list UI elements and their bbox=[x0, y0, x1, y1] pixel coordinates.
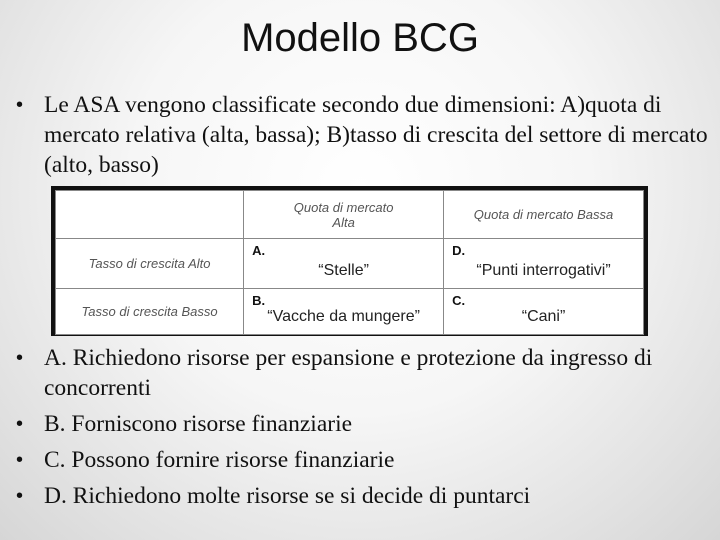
cell-stars bbox=[244, 239, 444, 289]
bullet-dot-icon: • bbox=[16, 94, 24, 116]
bullet-text: A. Richiedono risorse per espansione e protezione da ingresso di concorrenti bbox=[44, 345, 653, 401]
row-high-growth bbox=[56, 239, 644, 289]
bullet-dot-icon: • bbox=[16, 485, 24, 507]
cell-name: “Punti interrogativi” bbox=[476, 262, 611, 279]
bullet-item bbox=[14, 481, 714, 511]
row-low-growth bbox=[56, 289, 644, 335]
corner-cell bbox=[56, 191, 244, 239]
row-header-high-growth bbox=[56, 239, 244, 289]
bullet-list bbox=[14, 343, 714, 517]
cell-name: “Vacche da mungere” bbox=[267, 308, 420, 325]
col-header-text: Quota di mercato Bassa bbox=[473, 207, 614, 222]
slide-title: Modello BCG bbox=[241, 16, 479, 60]
cell-name: “Cani” bbox=[521, 308, 566, 325]
cell-letter: D. bbox=[452, 243, 466, 258]
bullet-text: B. Forniscono risorse finanziarie bbox=[44, 411, 353, 437]
cell-name: “Stelle” bbox=[318, 262, 369, 279]
bullet-text: C. Possono fornire risorse finanziarie bbox=[44, 447, 395, 473]
cell-question-marks bbox=[444, 239, 644, 289]
cell-dogs bbox=[444, 289, 644, 335]
row-header-text: Tasso di crescita Alto bbox=[88, 256, 211, 271]
col-header-low-share bbox=[444, 191, 644, 239]
intro-bullet bbox=[14, 90, 714, 180]
bullet-item bbox=[14, 343, 714, 403]
bullet-item bbox=[14, 445, 714, 475]
bullet-dot-icon: • bbox=[16, 413, 24, 435]
col-header-text: Quota di mercato Alta bbox=[293, 199, 394, 230]
col-header-high-share bbox=[244, 191, 444, 239]
bullet-dot-icon: • bbox=[16, 449, 24, 471]
bcg-table bbox=[55, 190, 644, 335]
cell-letter: A. bbox=[252, 243, 266, 258]
bullet-item bbox=[14, 409, 714, 439]
cell-cash-cows bbox=[244, 289, 444, 335]
bullet-text: D. Richiedono molte risorse se si decide di puntarci bbox=[44, 483, 531, 509]
bullet-dot-icon: • bbox=[16, 347, 24, 369]
bcg-matrix bbox=[51, 186, 648, 336]
cell-letter: B. bbox=[252, 293, 266, 308]
intro-bullet-text: Le ASA vengono classificate secondo due dimensioni: A)quota di mercato relativa (alta, bassa); B)tasso di crescita del settore di mercato (alto, basso) bbox=[44, 92, 708, 178]
row-header-low-growth bbox=[56, 289, 244, 335]
intro-bullet-list bbox=[14, 90, 714, 180]
row-header-text: Tasso di crescita Basso bbox=[81, 304, 218, 319]
cell-letter: C. bbox=[452, 293, 466, 308]
header-row bbox=[56, 191, 644, 239]
